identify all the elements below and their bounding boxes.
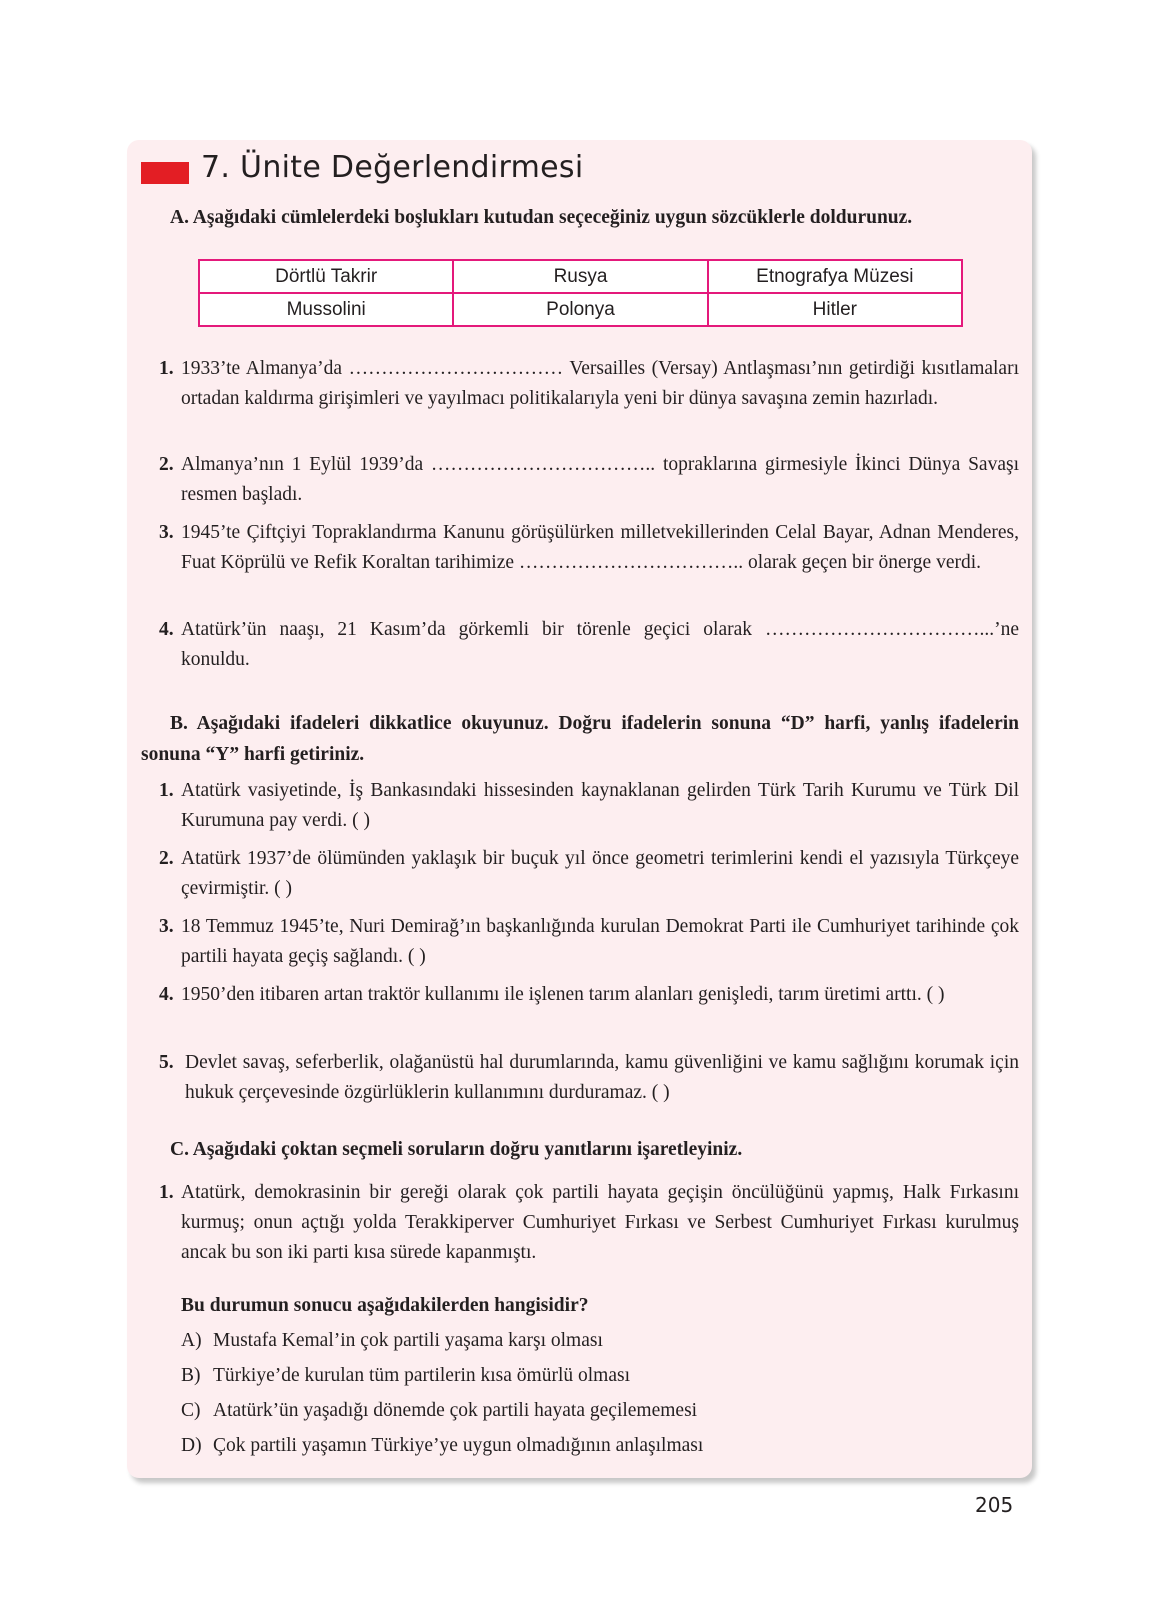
option-label: B) [181, 1365, 201, 1386]
item-number: 2. [159, 848, 174, 869]
item-text: Almanya’nın 1 Eylül 1939’da …………………………….. topraklarına girmesiyle İkinci Dünya Savaşı resmen başladı. [181, 454, 1019, 505]
section-b-item-2 [159, 844, 1019, 904]
item-number: 1. [159, 358, 174, 379]
option-label: C) [181, 1400, 201, 1421]
word-box-cell: Dörtlü Takrir [199, 260, 453, 293]
question-stem: Bu durumun sonucu aşağıdakilerden hangisidir? [181, 1295, 589, 1316]
word-box-cell: Etnografya Müzesi [708, 260, 962, 293]
word-box-table [198, 259, 963, 327]
question-text: Atatürk, demokrasinin bir gereği olarak çok partili hayata geçişin öncülüğünü yapmış, Halk Fırkasını kurmuş; onun açtığı yolda Terakkiperver Cumhuriyet Fırkası ve Serbest Cumhuriyet Fırkası kurulmuş ancak bu son iki parti kısa sürede kapanmıştı. [181, 1182, 1019, 1263]
section-b-item-3 [159, 912, 1019, 972]
option-label: A) [181, 1330, 202, 1351]
word-box-cell: Mussolini [199, 293, 453, 326]
item-text: 1945’te Çiftçiyi Topraklandırma Kanunu görüşülürken milletvekillerinden Celal Bayar, Adnan Menderes, Fuat Köprülü ve Refik Koraltan tarihimize …………………………….. olarak geçen bir önerge verdi. [181, 522, 1019, 573]
section-b-item-5 [159, 1048, 1019, 1108]
title-accent-bar [141, 162, 189, 184]
section-a-item-2 [159, 450, 1019, 510]
option-d[interactable] [181, 1435, 703, 1457]
section-b-item-1 [159, 776, 1019, 836]
page-number: 205 [975, 1493, 1014, 1517]
option-text: Atatürk’ün yaşadığı dönemde çok partili hayata geçilememesi [213, 1400, 698, 1421]
section-c-instruction: C. Aşağıdaki çoktan seçmeli soruların doğru yanıtlarını işaretleyiniz. [170, 1139, 743, 1160]
word-box-cell: Hitler [708, 293, 962, 326]
item-number: 4. [159, 984, 174, 1005]
word-box-cell: Polonya [453, 293, 707, 326]
section-a-item-4 [159, 615, 1019, 675]
item-text: Atatürk vasiyetinde, İş Bankasındaki hissesinden kaynaklanan gelirden Türk Tarih Kurumu ve Türk Dil Kurumuna pay verdi. ( ) [181, 780, 1019, 831]
option-a[interactable] [181, 1330, 603, 1352]
option-c[interactable] [181, 1400, 697, 1422]
item-text: 1933’te Almanya’da …………………………… Versailles (Versay) Antlaşması’nın getirdiği kısıtlamaları ortadan kaldırma girişimleri ve yayılmacı politikalarıyla yeni bir dünya savaşına zemin hazırladı. [181, 358, 1019, 409]
option-text: Türkiye’de kurulan tüm partilerin kısa ömürlü olması [213, 1365, 630, 1386]
item-number: 1. [159, 780, 174, 801]
option-b[interactable] [181, 1365, 630, 1387]
section-b-instruction: B. Aşağıdaki ifadeleri dikkatlice okuyunuz. Doğru ifadelerin sonuna “D” harfi, yanlış ifadelerin sonuna “Y” harfi getiriniz. [141, 713, 1019, 765]
item-text: Atatürk 1937’de ölümünden yaklaşık bir buçuk yıl önce geometri terimlerini kendi el yazısıyla Türkçeye çevirmiştir. ( ) [181, 848, 1019, 899]
page-title: 7. Ünite Değerlendirmesi [201, 150, 584, 185]
item-number: 3. [159, 916, 174, 937]
section-b-item-4 [159, 980, 1019, 1010]
item-text: 18 Temmuz 1945’te, Nuri Demirağ’ın başkanlığında kurulan Demokrat Parti ile Cumhuriyet tarihinde çok partili hayata geçiş sağlandı. ( ) [181, 916, 1019, 967]
item-text: Atatürk’ün naaşı, 21 Kasım’da görkemli bir törenle geçici olarak ……………………………...’ne konuldu. [181, 619, 1019, 670]
word-box-cell: Rusya [453, 260, 707, 293]
option-label: D) [181, 1435, 202, 1456]
item-number: 2. [159, 454, 174, 475]
item-text: Devlet savaş, seferberlik, olağanüstü hal durumlarında, kamu güvenliğini ve kamu sağlığını korumak için hukuk çerçevesinde özgürlüklerin kullanımını durduramaz. ( ) [185, 1052, 1019, 1103]
section-a-item-1 [159, 354, 1019, 414]
section-a-instruction: A. Aşağıdaki cümlelerdeki boşlukları kutudan seçeceğiniz uygun sözcüklerle doldurunuz. [170, 207, 913, 228]
item-number: 4. [159, 619, 174, 640]
section-c-question-1 [159, 1178, 1019, 1268]
item-number: 1. [159, 1182, 174, 1203]
item-number: 3. [159, 522, 174, 543]
item-text: 1950’den itibaren artan traktör kullanımı ile işlenen tarım alanları genişledi, tarım üretimi arttı. ( ) [181, 984, 945, 1005]
option-text: Mustafa Kemal’in çok partili yaşama karşı olması [213, 1330, 603, 1351]
section-a-item-3 [159, 518, 1019, 578]
word-box-row [199, 293, 962, 326]
item-number: 5. [159, 1052, 174, 1073]
word-box-row [199, 260, 962, 293]
option-text: Çok partili yaşamın Türkiye’ye uygun olmadığının anlaşılması [213, 1435, 704, 1456]
